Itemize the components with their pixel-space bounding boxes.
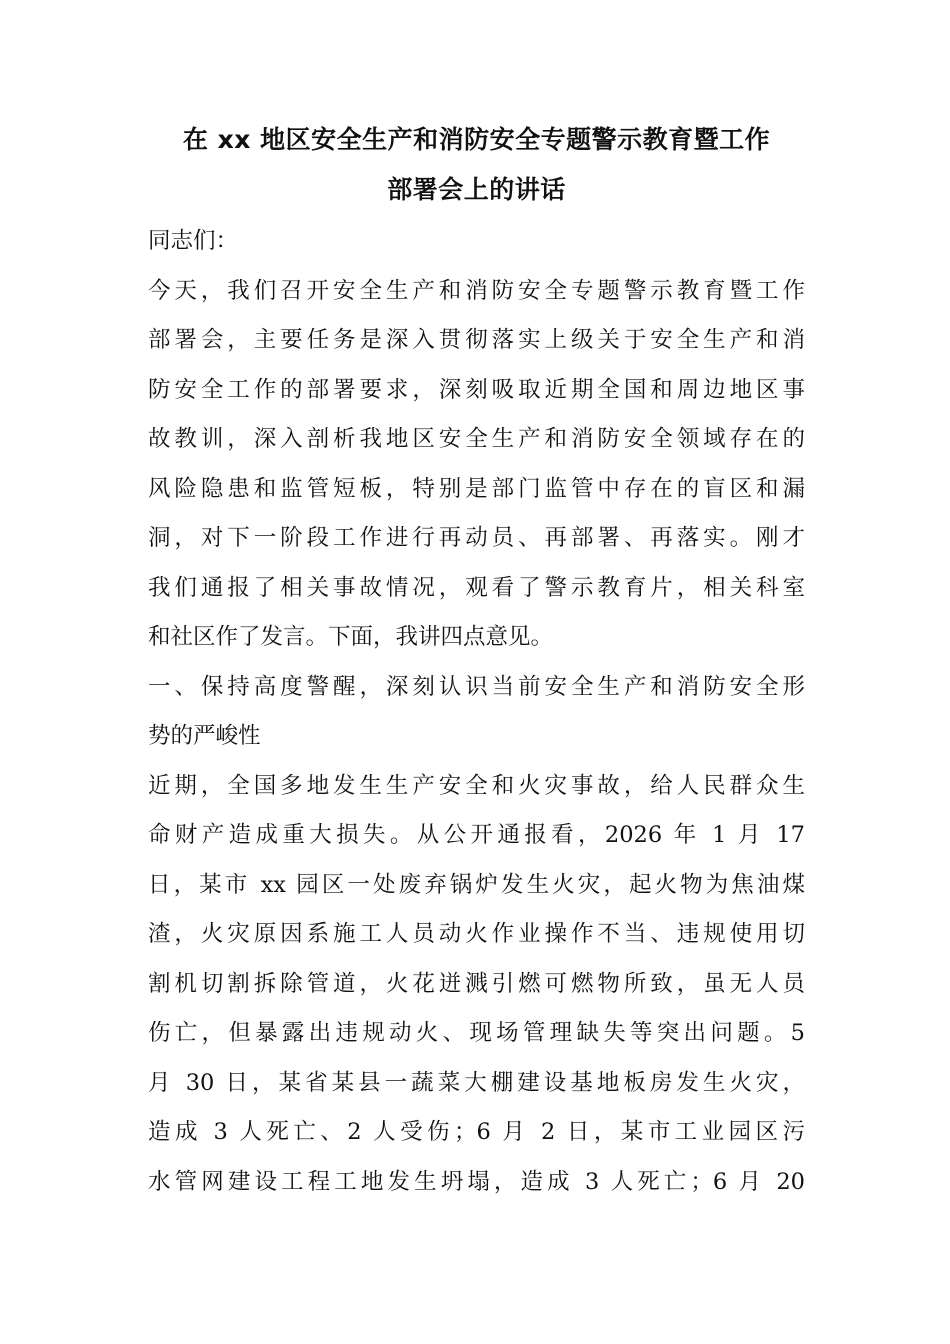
paragraph-recent-incidents [148,762,805,1208]
title-line-1: 在 xx 地区安全生产和消防安全专题警示教育暨工作 [182,125,771,154]
text-line: 部署会，主要任务是深入贯彻落实上级关于安全生产和消 [148,327,805,353]
greeting: 同志们： [148,228,239,254]
paragraph-intro [148,267,805,663]
text-line: 防安全工作的部署要求，深刻吸取近期全国和周边地区事 [148,376,805,403]
text-line: 命财产造成重大损失。从公开通报看，2026 年 1 月 17 [148,822,805,848]
text-line: 我们通报了相关事故情况，观看了警示教育片，相关科室 [148,574,805,601]
heading-line: 势的严峻性 [148,723,261,749]
title-line-2: 部署会上的讲话 [387,175,566,204]
text-line: 月 30 日，某省某县一蔬菜大棚建设基地板房发生火灾， [148,1069,805,1096]
document-title [148,115,805,215]
text-line: 风险隐患和监管短板，特别是部门监管中存在的盲区和漏 [148,475,805,502]
document-page [148,115,805,1207]
text-line: 水管网建设工程工地发生坍塌，造成 3 人死亡；6 月 20 [148,1168,805,1195]
section-heading-1 [148,663,805,762]
text-line: 伤亡，但暴露出违规动火、现场管理缺失等突出问题。5 [148,1020,805,1046]
heading-line: 一、保持高度警醒，深刻认识当前安全生产和消防安全形 [148,673,805,700]
text-line: 和社区作了发言。下面，我讲四点意见。 [148,624,554,650]
text-line: 渣，火灾原因系施工人员动火作业操作不当、违规使用切 [148,921,805,947]
text-line: 故教训，深入剖析我地区安全生产和消防安全领域存在的 [148,426,805,452]
text-line: 今天，我们召开安全生产和消防安全专题警示教育暨工作 [148,277,805,304]
text-line: 割机切割拆除管道，火花迸溅引燃可燃物所致，虽无人员 [148,970,805,997]
text-line: 洞，对下一阶段工作进行再动员、再部署、再落实。刚才 [148,525,805,551]
text-line: 造成 3 人死亡、2 人受伤；6 月 2 日，某市工业园区污 [148,1119,805,1145]
text-line: 日，某市 xx 园区一处废弃锅炉发生火灾，起火物为焦油煤 [148,871,805,898]
text-line: 近期，全国多地发生生产安全和火灾事故，给人民群众生 [148,772,805,799]
